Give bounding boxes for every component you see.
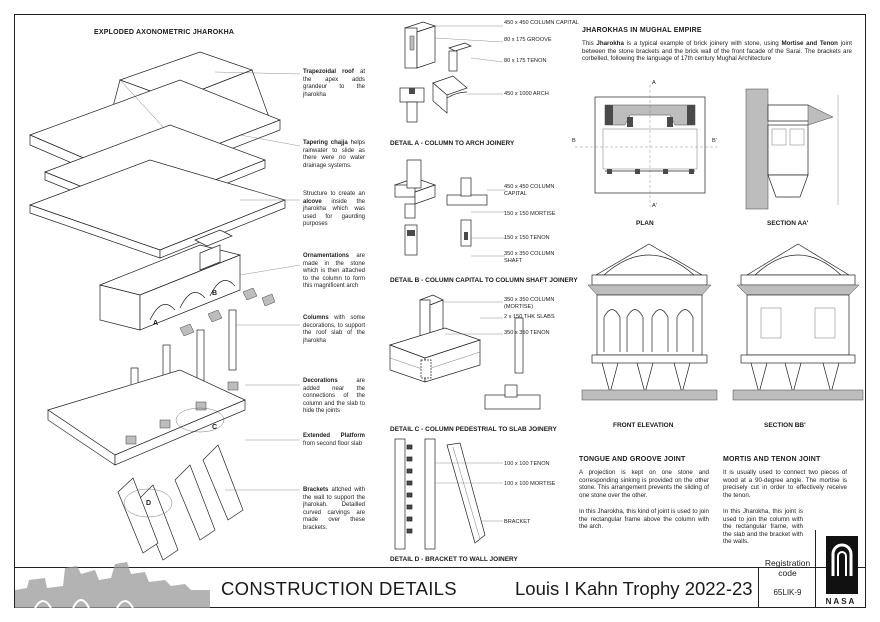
brackets [118, 445, 243, 560]
mortise-tenon-p1: It is usually used to connect two pieces of wood at a 90-degree angle. The mortise is precisely cut in order to effectively receive the tenon. [723, 469, 847, 499]
detail-c-label-tenon: 350 x 350 TENON [504, 330, 550, 336]
note-brackets: Brackets attched with the wall to support the jharokah. Detailled curved carvings are made over these brackets. [303, 487, 365, 531]
marker-d: D [146, 500, 152, 507]
registration-label: Registration code [764, 558, 811, 578]
front-elevation-drawing [582, 240, 717, 415]
note-columns: Columns with some decorations, to support the roof slab of the jharokha [303, 315, 365, 344]
detail-c-caption: DETAIL C - COLUMN PEDESTRIAL TO SLAB JOINERY [390, 426, 557, 433]
registration-code: 65LIK-9 [773, 588, 802, 597]
note-platform: Extended Platform from second floor slab [303, 433, 365, 447]
note-chajja: Tapering chajja helps rainwater to slide as there were no water drainage systems. [303, 140, 365, 169]
detail-d-caption: DETAIL D - BRACKET TO WALL JOINERY [390, 556, 518, 563]
detail-b-label-mortise: 150 x 150 MORTISE [504, 211, 556, 217]
plan-mark-b-prime: B' [712, 138, 717, 144]
sheet-title: CONSTRUCTION DETAILS [221, 578, 457, 599]
section-bb-drawing [733, 240, 863, 415]
plan-mark-a-prime: A' [652, 203, 657, 209]
plan-mark-a: A [652, 80, 656, 86]
exploded-axonometric-drawing [0, 0, 300, 560]
front-elevation-caption: FRONT ELEVATION [613, 422, 674, 429]
section-bb-caption: SECTION BB' [764, 422, 806, 429]
nasa-logo-icon [826, 536, 858, 594]
detail-d-label-tenon: 100 x 100 TENON [504, 461, 550, 467]
marker-c: C [212, 424, 218, 431]
axo-heading: EXPLODED AXONOMETRIC JHAROKHA [94, 29, 235, 36]
note-decorations: Decorations are added near the connections of the column and the slab to hide the joints [303, 378, 365, 414]
detail-c-label-column: 350 x 350 COLUMN (MORTISE) [504, 297, 555, 310]
detail-d-label-mortise: 100 x 100 MORTISE [504, 481, 556, 487]
detail-b-drawing [385, 150, 500, 270]
detail-a-drawing [385, 18, 495, 138]
detail-c-label-slabs: 2 x 150 THK SLABS [504, 314, 555, 320]
mortise-tenon-p2: In this Jharokha, this joint is used to join the column with the rectangular frame, with the slab and the bracket with the walls. [723, 508, 803, 546]
plan-mark-b: B [572, 138, 576, 144]
note-alcove: Structure to create an alcove inside the jharokha which was used for gaurding purposes [303, 191, 365, 227]
detail-a-caption: DETAIL A - COLUMN TO ARCH JOINERY [390, 140, 515, 147]
mughal-intro: This Jharokha is a typical example of brick joinery with stone, using Mortise and Tenon joint between the stone brackets and the brick wall of the front facade of the Sarai. The brackets are corbelled, following the language of 17th century Mughal Architecture [582, 40, 852, 63]
detail-b-label-shaft: 350 x 350 COLUMN SHAFT [504, 251, 555, 264]
detail-b-label-capital: 450 x 450 COLUMN CAPITAL [504, 184, 555, 197]
detail-b-caption: DETAIL B - COLUMN CAPITAL TO COLUMN SHAFT JOINERY [390, 277, 578, 284]
detail-a-label-capital-1: 450 x 450 COLUMN CAPITAL [504, 20, 579, 26]
tongue-groove-p1: A projection is kept on one stone and corresponding sinking is provided on the other stone. This arrangement prevents the sliding of one stone over the other. [579, 469, 709, 499]
section-aa-caption: SECTION AA' [767, 220, 809, 227]
detail-b-label-tenon: 150 x 150 TENON [504, 235, 550, 241]
detail-d-label-bracket: BRACKET [504, 519, 531, 525]
mughal-heading: JHAROKHAS IN MUGHAL EMPIRE [582, 27, 702, 34]
detail-d-drawing [385, 435, 505, 555]
plan-caption: PLAN [636, 220, 654, 227]
tongue-groove-p2: In this Jharokha, this kind of joint is used to join the rectangular frame above the column with the arch. [579, 508, 709, 531]
detail-a-label-groove: 80 x 175 GROOVE [504, 37, 552, 43]
ruins-silhouette [15, 560, 210, 608]
trophy-title: Louis I Kahn Trophy 2022-23 [515, 578, 753, 599]
detail-a-label-tenon: 80 x 175 TENON [504, 58, 547, 64]
detail-a-label-arch: 450 x 1000 ARCH [504, 91, 549, 97]
marker-a: A [153, 320, 159, 327]
marker-b: B [212, 290, 218, 297]
note-roof: Trapezoidal roof at the apex adds grandeur to the jharokha [303, 69, 366, 98]
note-ornamentations: Ornamentations are made in the stone which is then attached to the column to form this magnificent arch [303, 253, 365, 289]
tongue-groove-heading: TONGUE AND GROOVE JOINT [579, 456, 686, 463]
nasa-logo-text: NASA [825, 597, 857, 606]
plan-drawing [575, 85, 720, 210]
mortise-tenon-heading: MORTIS AND TENON JOINT [723, 456, 821, 463]
section-aa-drawing [738, 85, 863, 215]
